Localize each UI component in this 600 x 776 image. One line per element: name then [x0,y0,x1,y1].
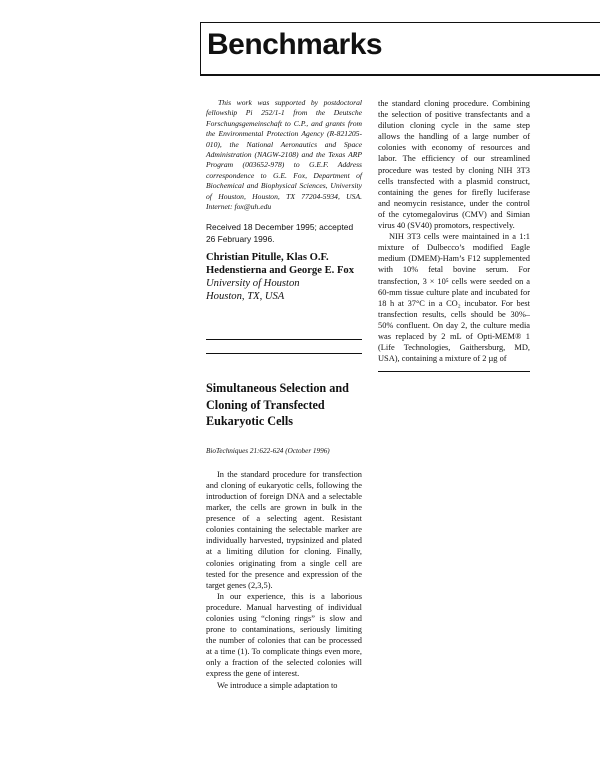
affiliation-line-2: Houston, TX, USA [206,291,285,303]
paragraph: the standard cloning procedure. Combining the selection of positive transfectants and a dilution cloning cycle in the same step allows the handling of a large number of colonies with economy of resources and labor. The efficiency of our streamlined procedure was tested by cloning NIH 3T3 cells transfected with a plasmid construct, containing the genes for firefly luciferase and neomycin resistance, under the control of the cytomegalovirus (CMV) and Simian virus 40 (SV40) promotors, respectively. [378,99,530,231]
divider-bottom [206,353,362,354]
paragraph: NIH 3T3 cells were maintained in a 1:1 mixture of Dulbecco’s modified Eagle medium (DMEM)-Ham’s F12 supplemented with 10% fetal bovine serum. For transfection, 3 × 10⁵ cells were seeded on a 60-mm tissue culture plate and incubated for 18 h at 37°C in a CO₂ incubator. For best transfection results, cells should be 30%–50% confluent. On day 2, the culture media was replaced by 2 mL of Opti-MEM® 1 (Life Technologies, Gaithersburg, MD, USA), containing a mixture of 2 µg of [378,232,530,364]
divider-top [206,339,362,340]
received-date: Received 18 December 1995; accepted 26 February 1996. [206,222,354,244]
paragraph: We introduce a simple adaptation to [217,680,338,690]
paragraph: In our experience, this is a laborious procedure. Manual harvesting of individual colonies using “cloning rings” is slow and prone to contaminations, seriously limiting the number of colonies that can be processed at a time (1). To complicate things even more, only a fraction of the selected colonies will express the gene of interest. [206,591,362,679]
body-text-col1 [206,469,362,691]
paragraph: In the standard procedure for transfection and cloning of eukaryotic cells, following the introduction of foreign DNA and a selectable marker, the cells are grown in bulk in the presence of a selecting agent. Resistant colonies containing the selectable marker are individually harvested, trypsinized and plated at a limiting dilution for cloning. Finally, colonies originating from a single cell are tested for the presence and expression of the target genes (2,3,5). [206,469,362,590]
author-names: Christian Pitulle, Klas O.F. Hedenstierna and George E. Fox [206,252,355,277]
acknowledgment: This work was supported by postdoctoral fellowship Pi 252/1-1 from the Deutsche Forschungsgemeinschaft to C.P., and grants from the Environmental Protection Agency (R-821205-010), the National Aeronautics and Space Administration (NAGW-2108) and the Texas ARP Program (003652-978) to G.E.F. Address correspondence to G.E. Fox, Department of Biochemical and Biophysical Sciences, University of Houston, Houston, TX 77204-5934, USA. Internet: fox@uh.edu [206,98,362,212]
right-column [378,98,530,372]
left-column [206,98,362,691]
header-top-rule [200,22,600,23]
column-end-rule [378,371,530,372]
article-citation: BioTechniques 21:622-624 (October 1996) [206,446,330,455]
affiliation-line-1: University of Houston [206,278,300,290]
body-text-col2 [378,98,530,364]
section-header: Benchmarks [207,28,383,61]
article-title: Simultaneous Selection and Cloning of Transfected Eukaryotic Cells [206,381,349,429]
header-bottom-rule [200,74,600,76]
header-vertical-rule [200,22,201,74]
